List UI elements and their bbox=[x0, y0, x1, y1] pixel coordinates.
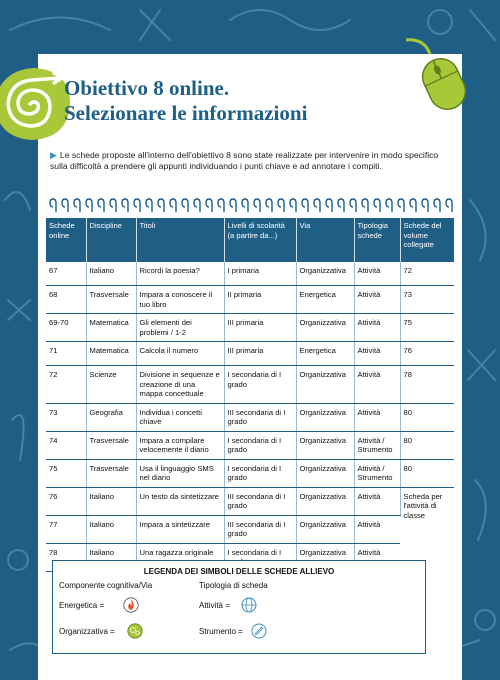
binding-ring bbox=[290, 199, 296, 212]
intro-text: Le schede proposte all'interno dell'obiettivo 8 sono state realizzate per intervenire in modo specifico sulla difficoltà a prendere gli appunti individuando i punti chiave e ad annotare i compiti. bbox=[50, 150, 439, 171]
binding-ring bbox=[254, 199, 260, 212]
cell-disciplina: Geografia bbox=[86, 403, 136, 431]
cell-tipologia: Attività bbox=[354, 286, 400, 314]
cell-titolo: Un testo da sintetizzare bbox=[136, 487, 224, 515]
binding-ring bbox=[410, 199, 416, 212]
cell-collegate: 78 bbox=[400, 366, 454, 404]
binding-ring bbox=[62, 199, 68, 212]
cell-titolo: Una ragazza originale bbox=[136, 543, 224, 571]
cell-livello: I primaria bbox=[224, 262, 296, 286]
cell-titolo: Gli elementi dei problemi / 1-2 bbox=[136, 314, 224, 342]
binding-ring bbox=[206, 199, 212, 212]
cell-collegate: 80 bbox=[400, 403, 454, 431]
legend-col2-heading: Tipologia di scheda bbox=[199, 581, 268, 590]
binding-ring bbox=[398, 199, 404, 212]
cell-livello: III secondaria di I grado bbox=[224, 403, 296, 431]
cell-titolo: Impara a sintetizzare bbox=[136, 515, 224, 543]
cell-tipologia: Attività bbox=[354, 366, 400, 404]
cell-scheda: 78 bbox=[46, 543, 86, 571]
binding-ring bbox=[230, 199, 236, 212]
cell-disciplina: Italiano bbox=[86, 543, 136, 571]
cell-collegate: 75 bbox=[400, 314, 454, 342]
cell-via: Organizzativa bbox=[296, 487, 354, 515]
cell-via: Organizzativa bbox=[296, 314, 354, 342]
binding-ring bbox=[122, 199, 128, 212]
cell-tipologia: Attività bbox=[354, 342, 400, 366]
spiral-binding bbox=[46, 198, 454, 214]
cell-scheda: 75 bbox=[46, 459, 86, 487]
table-row bbox=[46, 515, 454, 543]
cell-collegate: 80 bbox=[400, 431, 454, 459]
table-row bbox=[46, 286, 454, 314]
cell-scheda: 71 bbox=[46, 342, 86, 366]
cell-disciplina: Trasversale bbox=[86, 459, 136, 487]
binding-ring bbox=[158, 199, 164, 212]
binding-ring bbox=[242, 199, 248, 212]
binding-ring bbox=[374, 199, 380, 212]
cell-via: Energetica bbox=[296, 342, 354, 366]
flame-icon bbox=[123, 597, 139, 613]
cell-titolo: Calcola il numero bbox=[136, 342, 224, 366]
cell-tipologia: Attività / Strumento bbox=[354, 431, 400, 459]
binding-ring bbox=[446, 199, 452, 212]
header-schede-online: Schede online bbox=[46, 218, 86, 262]
cell-tipologia: Attività bbox=[354, 543, 400, 571]
binding-ring bbox=[314, 199, 320, 212]
page-title bbox=[64, 76, 307, 126]
cell-livello: I secondaria di I grado bbox=[224, 366, 296, 404]
cell-livello: III secondaria di I grado bbox=[224, 515, 296, 543]
binding-ring bbox=[266, 199, 272, 212]
binding-ring bbox=[182, 199, 188, 212]
header-collegate: Schede del volume collegate bbox=[400, 218, 454, 262]
cell-tipologia: Attività bbox=[354, 403, 400, 431]
cell-via: Organizzativa bbox=[296, 366, 354, 404]
table-header-row bbox=[46, 218, 454, 262]
cell-via: Organizzativa bbox=[296, 403, 354, 431]
cell-livello: I secondaria di I grado bbox=[224, 459, 296, 487]
title-line-2: Selezionare le informazioni bbox=[64, 101, 308, 125]
legend-attivita-label: Attività = bbox=[199, 601, 230, 610]
cell-disciplina: Italiano bbox=[86, 487, 136, 515]
cell-titolo: Usa il linguaggio SMS nel diario bbox=[136, 459, 224, 487]
header-via: Via bbox=[296, 218, 354, 262]
cell-tipologia: Attività / Strumento bbox=[354, 459, 400, 487]
legend-strumento-label: Strumento = bbox=[199, 627, 243, 636]
cell-disciplina: Matematica bbox=[86, 342, 136, 366]
cell-tipologia: Attività bbox=[354, 515, 400, 543]
gears-icon bbox=[127, 623, 143, 639]
cell-scheda: 72 bbox=[46, 366, 86, 404]
cell-disciplina: Italiano bbox=[86, 262, 136, 286]
binding-ring bbox=[422, 199, 428, 212]
cell-scheda: 73 bbox=[46, 403, 86, 431]
cell-disciplina: Matematica bbox=[86, 314, 136, 342]
table-row bbox=[46, 403, 454, 431]
binding-ring bbox=[50, 199, 56, 212]
binding-ring bbox=[434, 199, 440, 212]
cell-via: Organizzativa bbox=[296, 262, 354, 286]
legend-title: LEGENDA DEI SIMBOLI DELLE SCHEDE ALLIEVO bbox=[143, 567, 335, 576]
binding-ring bbox=[362, 199, 368, 212]
cell-scheda: 68 bbox=[46, 286, 86, 314]
legend-organizzativa-label: Organizzativa = bbox=[59, 627, 115, 636]
table-row bbox=[46, 459, 454, 487]
binding-ring bbox=[86, 199, 92, 212]
intro-paragraph bbox=[50, 150, 452, 172]
schede-table bbox=[46, 218, 454, 572]
header-titoli: Titoli bbox=[136, 218, 224, 262]
cell-titolo: Impara a compilare velocemente il diario bbox=[136, 431, 224, 459]
binding-ring bbox=[170, 199, 176, 212]
cell-disciplina: Italiano bbox=[86, 515, 136, 543]
table-row bbox=[46, 431, 454, 459]
table-row bbox=[46, 314, 454, 342]
cell-scheda: 74 bbox=[46, 431, 86, 459]
binding-ring bbox=[326, 199, 332, 212]
cell-scheda: 67 bbox=[46, 262, 86, 286]
binding-ring bbox=[350, 199, 356, 212]
cell-via: Organizzativa bbox=[296, 543, 354, 571]
triangle-bullet-icon: ▶ bbox=[50, 150, 57, 160]
title-line-1: Obiettivo 8 online. bbox=[64, 76, 230, 100]
cell-scheda: 76 bbox=[46, 487, 86, 515]
cell-collegate: 80 bbox=[400, 459, 454, 487]
cell-livello: III primaria bbox=[224, 314, 296, 342]
cell-livello: II primaria bbox=[224, 286, 296, 314]
table-row bbox=[46, 262, 454, 286]
binding-ring bbox=[74, 199, 80, 212]
cell-via: Organizzativa bbox=[296, 515, 354, 543]
binding-ring bbox=[218, 199, 224, 212]
cell-disciplina: Scienze bbox=[86, 366, 136, 404]
table-row bbox=[46, 487, 454, 515]
binding-ring bbox=[386, 199, 392, 212]
cell-titolo: Individua i concetti chiave bbox=[136, 403, 224, 431]
cell-livello: I secondaria di I grado bbox=[224, 431, 296, 459]
cell-scheda: 77 bbox=[46, 515, 86, 543]
cell-via: Energetica bbox=[296, 286, 354, 314]
binding-ring bbox=[194, 199, 200, 212]
binding-ring bbox=[110, 199, 116, 212]
cell-collegate: 76 bbox=[400, 342, 454, 366]
header-livelli: Livelli di scolarità (a partire da...) bbox=[224, 218, 296, 262]
header-tipologia: Tipologia schede bbox=[354, 218, 400, 262]
cell-tipologia: Attività bbox=[354, 314, 400, 342]
header-discipline: Discipline bbox=[86, 218, 136, 262]
legend-col1-heading: Componente cognitiva/Via bbox=[59, 581, 153, 590]
binding-ring bbox=[278, 199, 284, 212]
cell-livello: III secondaria di I grado bbox=[224, 487, 296, 515]
binding-ring bbox=[302, 199, 308, 212]
spiral-arrow-icon bbox=[0, 64, 74, 144]
cell-titolo: Impara a conoscere il tuo libro bbox=[136, 286, 224, 314]
cell-disciplina: Trasversale bbox=[86, 286, 136, 314]
cell-tipologia: Attività bbox=[354, 487, 400, 515]
cell-via: Organizzativa bbox=[296, 431, 354, 459]
table-row bbox=[46, 342, 454, 366]
cell-tipologia: Attività bbox=[354, 262, 400, 286]
cell-livello: III primaria bbox=[224, 342, 296, 366]
table-row bbox=[46, 366, 454, 404]
cell-disciplina: Trasversale bbox=[86, 431, 136, 459]
legend-energetica-label: Energetica = bbox=[59, 601, 105, 610]
cell-titolo: Divisione in sequenze e creazione di una mappa concettuale bbox=[136, 366, 224, 404]
cell-via: Organizzativa bbox=[296, 459, 354, 487]
binding-ring bbox=[98, 199, 104, 212]
binding-ring bbox=[146, 199, 152, 212]
pencil-icon bbox=[251, 623, 267, 639]
cell-collegate: 73 bbox=[400, 286, 454, 314]
binding-ring bbox=[338, 199, 344, 212]
cell-collegate-merged: Scheda per l'attività di classe bbox=[400, 487, 454, 571]
legend-box bbox=[52, 560, 426, 654]
globe-icon bbox=[241, 597, 257, 613]
cell-titolo: Ricordi la poesia? bbox=[136, 262, 224, 286]
cell-livello: I secondaria di I bbox=[224, 543, 296, 571]
cell-scheda: 69-70 bbox=[46, 314, 86, 342]
cell-collegate: 72 bbox=[400, 262, 454, 286]
computer-mouse-icon bbox=[404, 36, 474, 116]
binding-ring bbox=[134, 199, 140, 212]
